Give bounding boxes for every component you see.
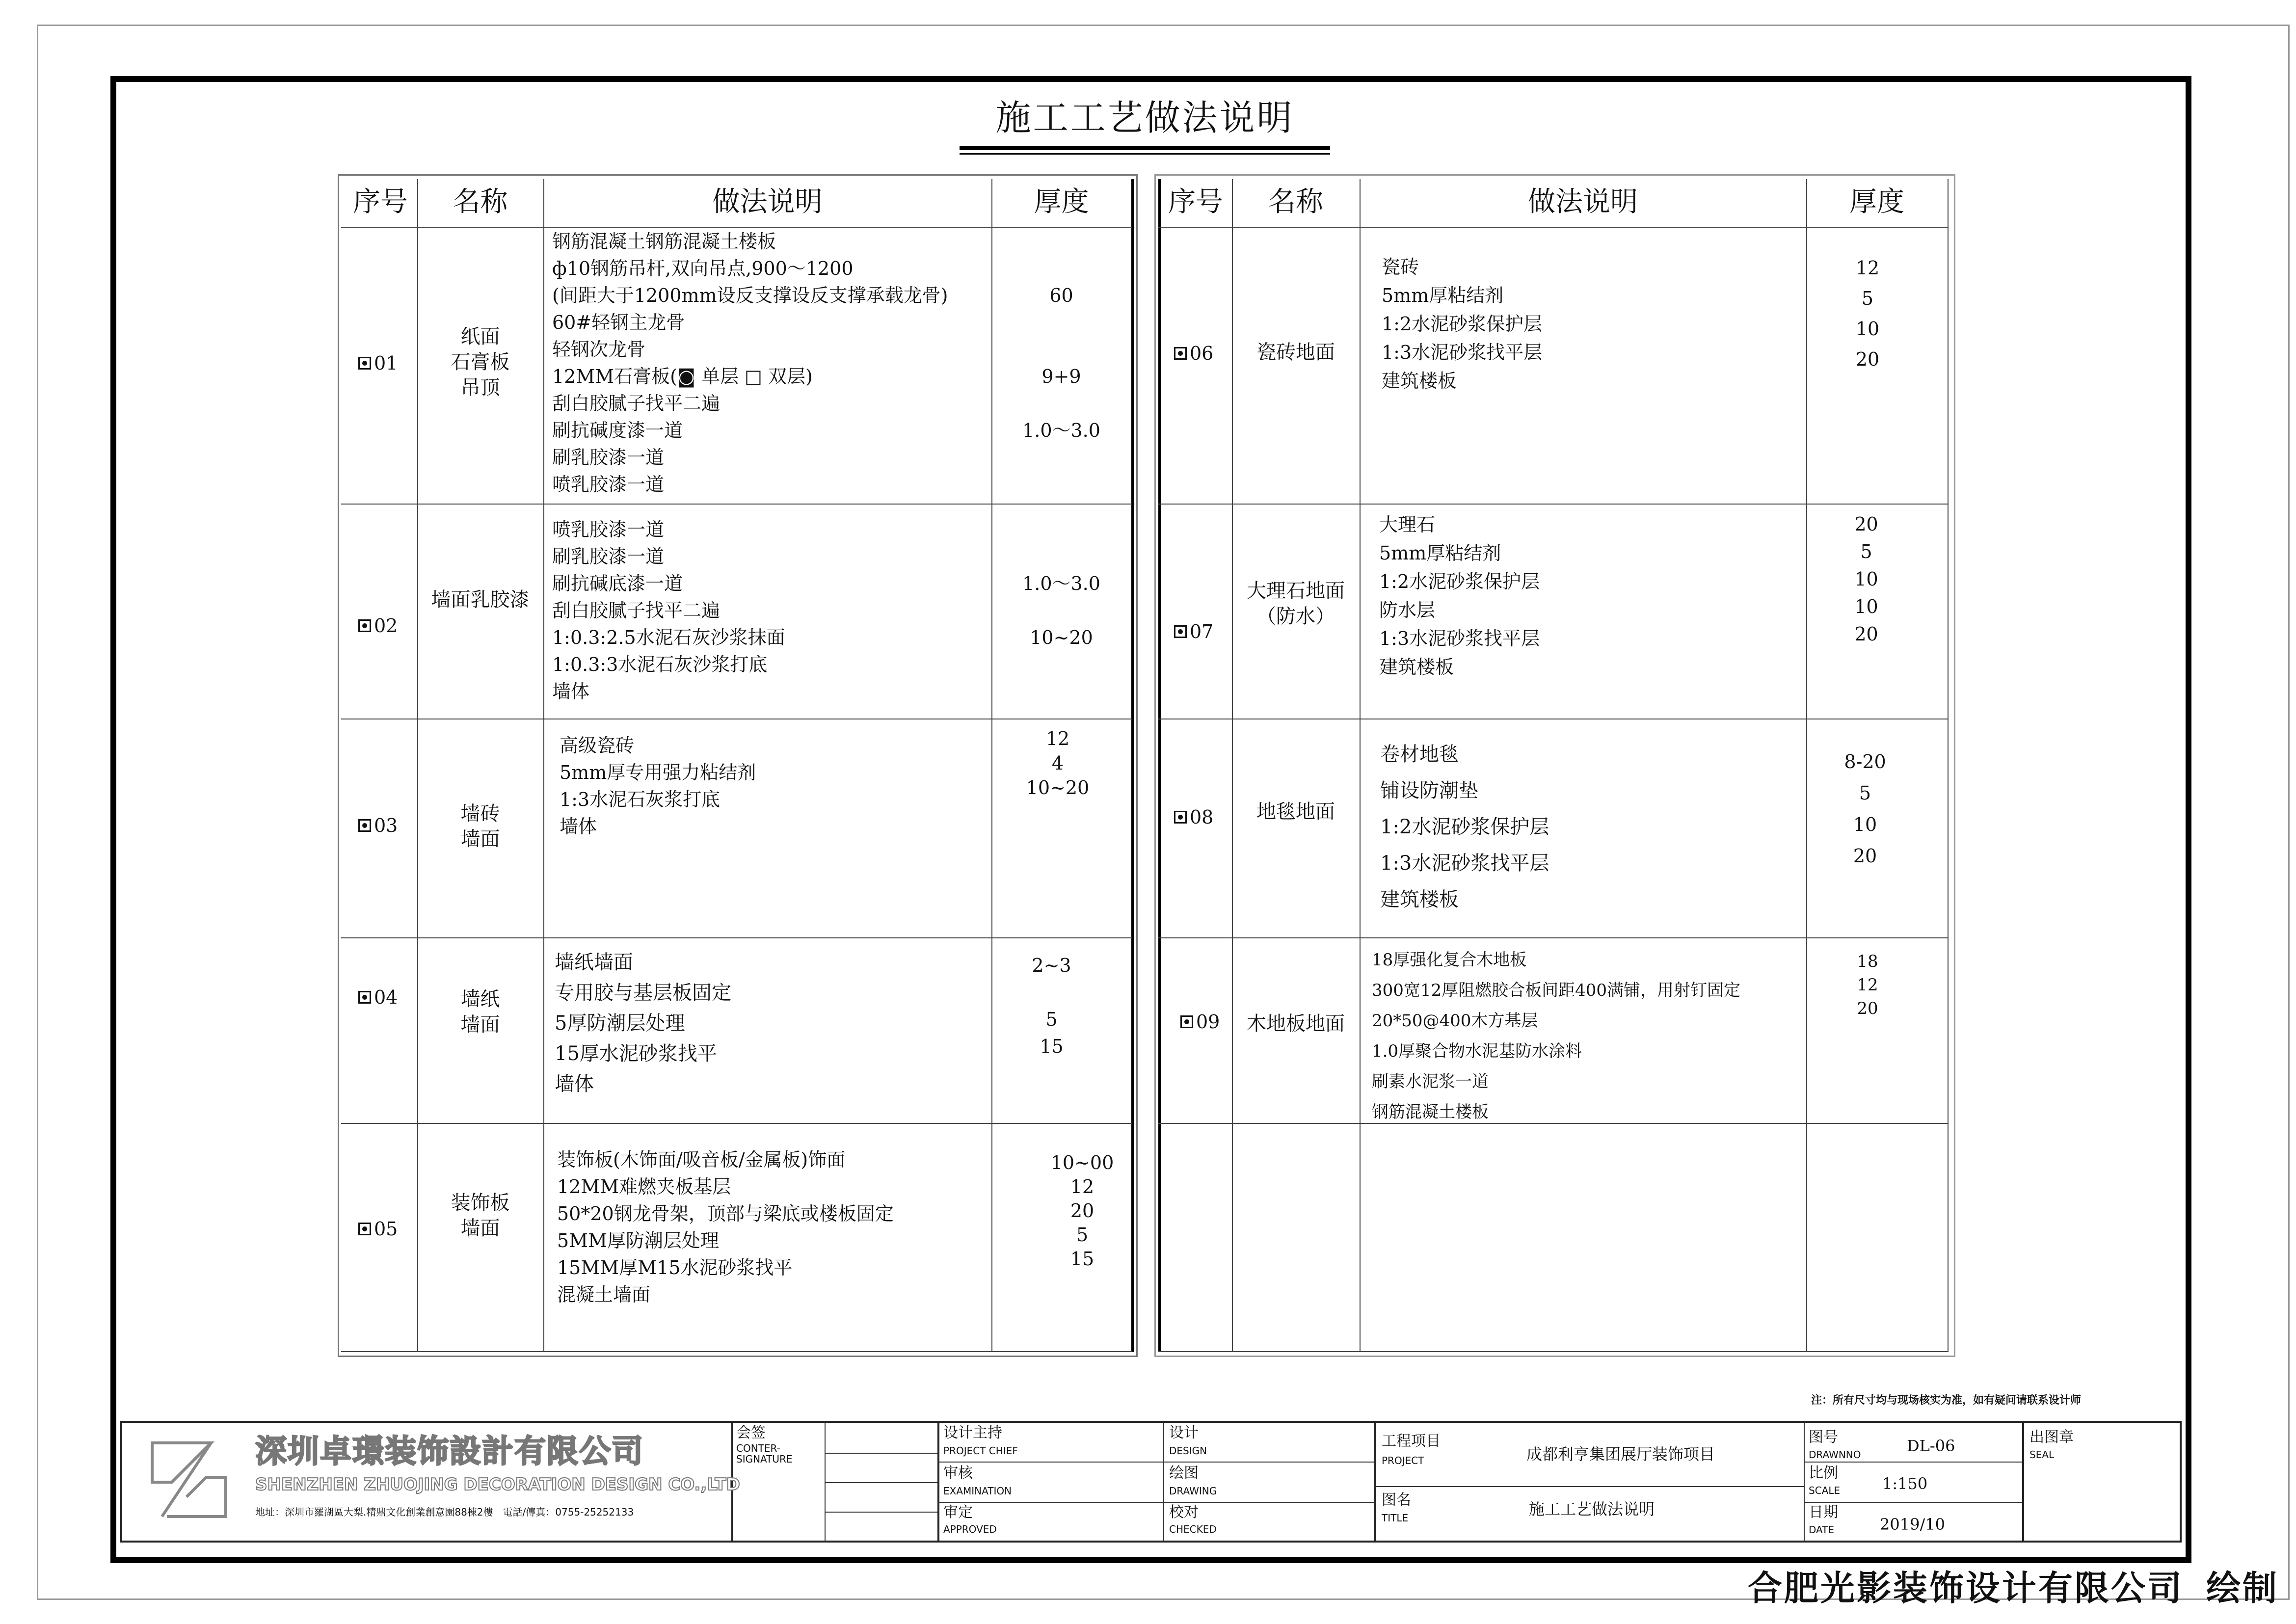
text-line: 10	[1855, 318, 1880, 340]
text-line: 卷材地毯	[1380, 743, 1459, 766]
text-line	[1806, 1067, 1929, 1091]
text-line	[991, 651, 1131, 678]
drawing-number-label: 图号	[1809, 1429, 1838, 1446]
text-line: 5	[1045, 1009, 1058, 1030]
method-description	[555, 947, 731, 1099]
method-description	[1379, 510, 1540, 681]
drawing-title: 施工工艺做法说明	[995, 97, 1294, 138]
header-name-left: 名称	[453, 186, 508, 218]
text-line	[991, 390, 1131, 417]
scale-label: 比例	[1809, 1464, 1838, 1482]
header-desc-left: 做法说明	[712, 186, 823, 218]
item-name-line: 墙纸	[460, 988, 500, 1011]
header-no-right: 序号	[1168, 186, 1223, 218]
text-line: 4	[1051, 752, 1064, 774]
design-label-en: DESIGN	[1169, 1445, 1207, 1457]
text-line	[991, 444, 1131, 471]
header-thickness-right: 厚度	[1849, 186, 1904, 218]
item-name-line: 木地板地面	[1247, 1012, 1345, 1035]
text-line	[991, 543, 1131, 570]
drawing-title-label: 图名	[1382, 1491, 1411, 1509]
thickness-values	[991, 516, 1131, 705]
drawing-label-en: DRAWING	[1169, 1485, 1217, 1497]
text-line: 刷素水泥浆一道	[1372, 1072, 1489, 1092]
text-line: 15	[1040, 1036, 1064, 1057]
text-line: 1.0厚聚合物水泥基防水涂料	[1372, 1041, 1582, 1061]
item-name-line: 瓷砖地面	[1256, 341, 1335, 364]
text-line: 18	[1857, 952, 1878, 971]
checkbox-filled-icon	[358, 991, 371, 1004]
text-line: 5mm厚粘结剂	[1379, 542, 1501, 564]
checkbox-filled-icon	[358, 819, 371, 832]
item-name-line: （防水）	[1256, 605, 1335, 628]
text-line: 20	[1854, 513, 1878, 535]
company-name-en: SHENZHEN ZHUOJING DECORATION DESIGN CO.,LTD	[255, 1475, 740, 1494]
text-line: 15	[1070, 1248, 1095, 1270]
text-line: 1:3水泥石灰浆打底	[560, 789, 721, 810]
checkbox-filled-icon	[358, 619, 371, 632]
text-line	[1806, 1020, 1929, 1044]
text-line: 装饰板(木饰面/吸音板/金属板)饰面	[557, 1149, 846, 1171]
approved-label-en: APPROVED	[943, 1523, 997, 1535]
text-line: 10	[1854, 568, 1878, 590]
text-line: 10	[1853, 814, 1877, 835]
drawing-number-label-en: DRAWNNO	[1809, 1449, 1861, 1461]
checkbox-filled-icon	[1174, 625, 1187, 638]
project-label-en: PROJECT	[1382, 1455, 1424, 1466]
row-number: 02	[358, 615, 398, 637]
text-line: 5	[1076, 1224, 1089, 1246]
text-line: 专用胶与基层板固定	[555, 982, 731, 1004]
text-line	[991, 471, 1131, 498]
text-line: 5	[1861, 288, 1874, 309]
text-line: 300宽12厚阻燃胶合板间距400满铺，用射钉固定	[1372, 981, 1741, 1000]
item-name-line: 石膏板	[451, 351, 510, 373]
item-name-line: 墙面	[460, 1013, 500, 1036]
text-line: (间距大于1200mm设反支撑设反支撑承载龙骨)	[552, 285, 948, 306]
text-line: 12	[1857, 975, 1878, 995]
text-line: 喷乳胶漆一道	[552, 519, 665, 540]
method-description	[557, 1146, 894, 1308]
header-thickness-left: 厚度	[1034, 186, 1089, 218]
text-line: 建筑楼板	[1382, 370, 1457, 392]
text-line	[1041, 1271, 1124, 1295]
project-name: 成都利亨集团展厅装饰项目	[1526, 1445, 1715, 1464]
text-line: 12	[1045, 728, 1070, 749]
text-line: 15MM厚M15水泥砂浆找平	[557, 1257, 793, 1278]
item-name-line: 墙面	[460, 828, 500, 851]
company-logo-icon	[142, 1433, 236, 1526]
exam-label-en: EXAMINATION	[943, 1485, 1012, 1497]
text-line	[991, 678, 1131, 705]
item-name	[1232, 799, 1360, 825]
header-desc-right: 做法说明	[1528, 186, 1638, 218]
text-line: 刷乳胶漆一道	[552, 546, 665, 567]
text-line	[991, 336, 1131, 363]
seal-label: 出图章	[2029, 1429, 2074, 1446]
text-line: 刷抗碱度漆一道	[552, 420, 683, 441]
design-label: 设计	[1169, 1424, 1199, 1441]
text-line: 刮白胶腻子找平二遍	[552, 600, 721, 621]
text-line: 1:2水泥砂浆保护层	[1380, 816, 1549, 838]
drawing-label: 绘图	[1169, 1464, 1199, 1482]
text-line	[1806, 872, 1924, 903]
text-line: 8-20	[1844, 751, 1886, 772]
text-line: 墙纸墙面	[555, 951, 633, 974]
chief-label-en: PROJECT CHIEF	[943, 1445, 1018, 1457]
item-name-line: 装饰板	[451, 1192, 510, 1214]
text-line: 12MM石膏板(◙ 单层 □ 双层)	[552, 366, 813, 387]
text-line: 20	[1070, 1200, 1095, 1222]
date-value: 2019/10	[1880, 1515, 1945, 1534]
text-line: 刷抗碱底漆一道	[552, 573, 683, 594]
thickness-values	[1806, 950, 1929, 1091]
row-number: 01	[358, 352, 398, 374]
method-description	[1372, 945, 1740, 1127]
drawing-title-value: 施工工艺做法说明	[1529, 1500, 1655, 1518]
title-underline	[960, 146, 1330, 150]
text-line: 10~20	[1030, 627, 1093, 648]
text-line: 刷乳胶漆一道	[552, 447, 665, 468]
text-line: 18厚强化复合木地板	[1372, 950, 1527, 970]
checkbox-filled-icon	[1174, 811, 1187, 824]
text-line	[991, 979, 1112, 1006]
item-name	[417, 1190, 543, 1241]
text-line: 钢筋混凝土钢筋混凝土楼板	[552, 231, 776, 252]
text-line: 混凝土墙面	[557, 1284, 651, 1305]
text-line: 铺设防潮垫	[1380, 779, 1478, 802]
text-line: 防水层	[1379, 599, 1436, 621]
date-label: 日期	[1809, 1504, 1838, 1521]
item-name-line: 墙砖	[460, 802, 500, 825]
item-name	[417, 801, 543, 852]
company-name-cn: 深圳卓璟装饰設計有限公司	[255, 1434, 644, 1470]
checked-label: 校对	[1169, 1504, 1199, 1521]
approved-label: 审定	[943, 1504, 973, 1521]
method-description	[560, 732, 756, 840]
row-number: 06	[1174, 343, 1213, 364]
text-line: 10~00	[1050, 1152, 1114, 1173]
scale-value: 1:150	[1882, 1474, 1928, 1493]
method-description	[552, 228, 948, 498]
text-line: 50*20钢龙骨架，顶部与梁底或楼板固定	[557, 1203, 894, 1225]
header-name-right: 名称	[1268, 186, 1323, 218]
thickness-values	[991, 228, 1131, 498]
text-line: 20*50@400木方基层	[1372, 1011, 1538, 1031]
footnote: 注：所有尺寸均与现场核实为准，如有疑问请联系设计师	[1811, 1394, 2082, 1407]
item-name	[417, 324, 543, 400]
text-line: 9+9	[1041, 366, 1081, 387]
text-line: 5mm厚粘结剂	[1382, 285, 1504, 306]
text-line: 20	[1853, 845, 1877, 867]
text-line: 墙体	[560, 816, 597, 837]
drawing-number-value: DL-06	[1907, 1437, 1955, 1455]
text-line: 5	[1859, 782, 1871, 804]
seal-label-en: SEAL	[2029, 1449, 2055, 1461]
text-line	[991, 800, 1124, 825]
row-number: 03	[358, 815, 398, 836]
item-name	[1232, 340, 1360, 365]
text-line: 1.0～3.0	[1022, 573, 1100, 594]
method-description	[552, 516, 785, 705]
text-line: 20	[1854, 623, 1878, 645]
text-line: 喷乳胶漆一道	[552, 474, 665, 495]
text-line	[991, 309, 1131, 336]
text-line: 钢筋混凝土楼板	[1372, 1102, 1489, 1122]
checkbox-filled-icon	[1180, 1015, 1193, 1028]
header-no-left: 序号	[353, 186, 408, 218]
text-line	[991, 516, 1131, 543]
text-line: 5	[1860, 541, 1872, 562]
item-name-line: 吊顶	[460, 376, 500, 399]
text-line: 建筑楼板	[1379, 656, 1454, 678]
text-line: 瓷砖	[1382, 256, 1419, 278]
title-underline-thin	[960, 153, 1330, 155]
chief-label: 设计主持	[943, 1424, 1002, 1441]
thickness-values	[1806, 746, 1924, 903]
text-line	[1806, 648, 1926, 675]
item-name-line: 墙面乳胶漆	[431, 588, 530, 611]
text-line	[1806, 1044, 1929, 1067]
text-line: 60#轻钢主龙骨	[552, 312, 685, 333]
item-name	[1232, 1011, 1360, 1037]
text-line: 20	[1857, 999, 1878, 1018]
text-line: 大理石	[1379, 514, 1436, 535]
text-line: 20	[1855, 348, 1880, 370]
scale-label-en: SCALE	[1809, 1485, 1841, 1496]
text-line: 5mm厚专用强力粘结剂	[560, 762, 756, 783]
item-name-line: 地毯地面	[1256, 800, 1335, 823]
text-line: 5厚防潮层处理	[555, 1012, 685, 1035]
row-number: 04	[358, 986, 398, 1008]
thickness-values	[1041, 1151, 1124, 1295]
row-number: 08	[1174, 806, 1213, 828]
text-line: ф10钢筋吊杆,双向吊点,900～1200	[552, 258, 854, 279]
text-line: 1:0.3:2.5水泥石灰沙浆抹面	[552, 627, 785, 648]
checkbox-filled-icon	[358, 357, 371, 370]
text-line: 1:3水泥砂浆找平层	[1380, 852, 1549, 875]
text-line	[1806, 374, 1929, 405]
text-line: 1:2水泥砂浆保护层	[1382, 313, 1543, 335]
method-description	[1382, 253, 1542, 395]
item-name-line: 墙面	[460, 1217, 500, 1240]
row-number: 09	[1180, 1011, 1220, 1033]
item-name	[417, 587, 543, 612]
countersign-label: 会签	[736, 1424, 766, 1441]
text-line: 1:3水泥砂浆找平层	[1382, 342, 1543, 363]
text-line: 12	[1855, 257, 1880, 279]
text-line	[991, 597, 1131, 624]
checkbox-filled-icon	[1174, 347, 1187, 360]
row-number: 07	[1174, 621, 1213, 642]
method-description	[1380, 736, 1549, 918]
countersign-label-en: CONTER- SIGNATURE	[736, 1442, 793, 1465]
project-label: 工程项目	[1382, 1433, 1441, 1450]
text-line: 1:2水泥砂浆保护层	[1379, 571, 1540, 592]
text-line: 2~3	[1032, 955, 1071, 976]
text-line: 10	[1854, 596, 1878, 617]
text-line: 墙体	[555, 1073, 594, 1095]
row-number: 05	[358, 1218, 398, 1240]
text-line: 15厚水泥砂浆找平	[555, 1042, 717, 1065]
date-label-en: DATE	[1809, 1524, 1835, 1536]
checkbox-filled-icon	[358, 1223, 371, 1235]
thickness-values	[1806, 253, 1929, 405]
text-line: 1:3水泥砂浆找平层	[1379, 628, 1540, 649]
text-line: 刮白胶腻子找平二遍	[552, 393, 721, 414]
item-name	[1232, 578, 1360, 629]
drafted-by-credit: 合肥光影装饰设计有限公司 绘制	[1747, 1568, 2279, 1608]
thickness-values	[1806, 510, 1926, 675]
text-line: 10~20	[1026, 777, 1090, 799]
text-line: 12	[1070, 1176, 1095, 1198]
text-line: 1:0.3:3水泥石灰沙浆打底	[552, 654, 768, 675]
exam-label: 审核	[943, 1464, 973, 1482]
thickness-values	[991, 952, 1112, 1087]
text-line: 建筑楼板	[1380, 888, 1459, 911]
checked-label-en: CHECKED	[1169, 1523, 1217, 1535]
text-line: 5MM厚防潮层处理	[557, 1230, 719, 1251]
item-name	[417, 986, 543, 1038]
text-line	[991, 255, 1131, 282]
text-line	[991, 228, 1131, 255]
thickness-values	[991, 726, 1124, 825]
company-address: 地址：深圳市羅湖區大梨.精鼎文化創業創意園88棟2樓 電話/傳真：0755-25252133	[255, 1506, 634, 1518]
text-line: 1.0～3.0	[1022, 420, 1100, 441]
text-line	[991, 1060, 1112, 1087]
item-name-line: 纸面	[460, 325, 500, 348]
drawing-title-label-en: TITLE	[1382, 1512, 1409, 1524]
text-line: 12MM难燃夹板基层	[557, 1176, 731, 1198]
text-line: 高级瓷砖	[560, 735, 635, 756]
item-name-line: 大理石地面	[1247, 580, 1345, 602]
text-line: 60	[1049, 285, 1073, 306]
text-line: 轻钢次龙骨	[552, 339, 646, 360]
text-line: 墙体	[552, 681, 590, 702]
